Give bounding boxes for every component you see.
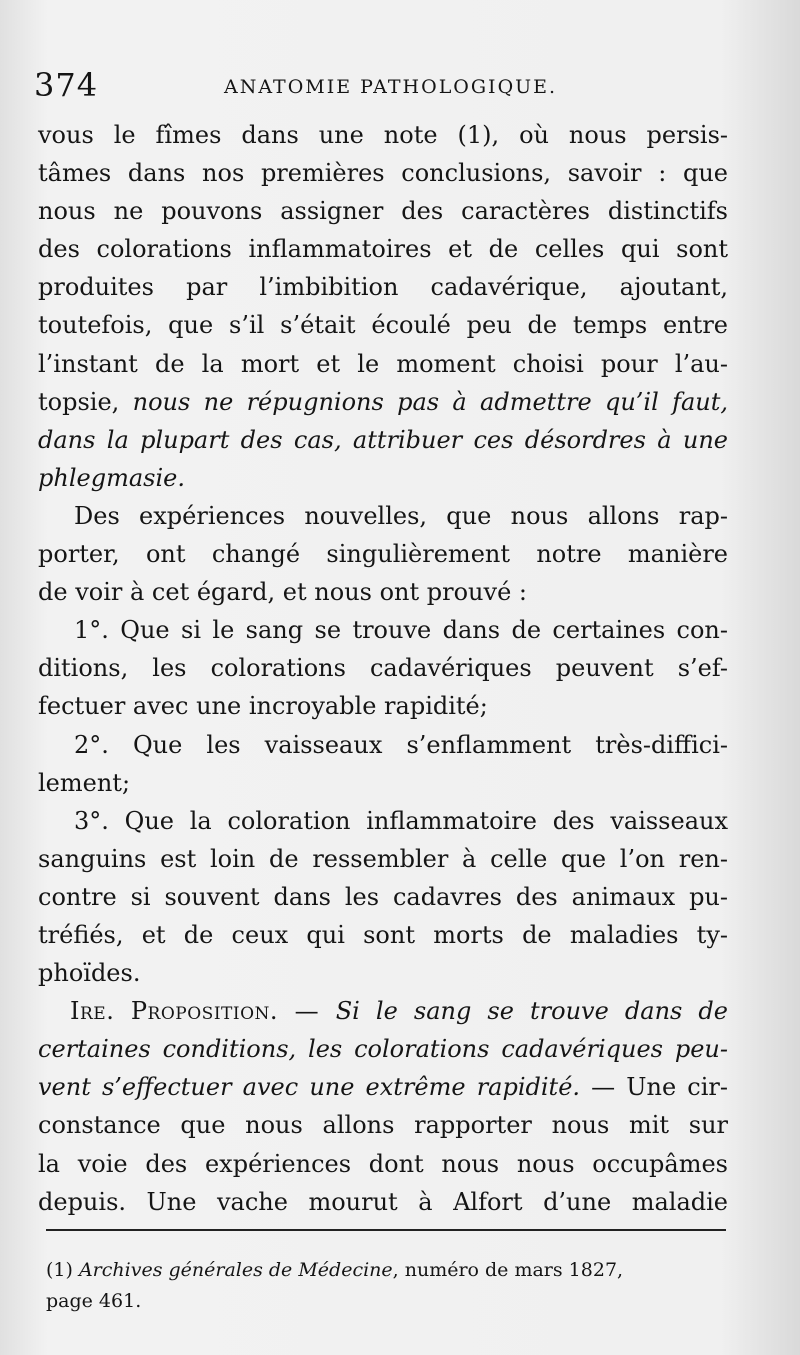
footnote-source: Archives générales de Médecine: [78, 1259, 393, 1281]
text-line: [38, 1068, 728, 1106]
running-head: ANATOMIE PATHOLOGIQUE.: [224, 76, 558, 98]
text-segment: topsie,: [38, 387, 133, 416]
text-line: toutefois, que s’il s’était écoulé peu de temps entre: [38, 311, 728, 340]
text-segment: — Une cir-: [580, 1073, 728, 1102]
text-line: constance que nous allons rapporter nous mit sur: [38, 1111, 728, 1140]
text-line: vous le fîmes dans une note (1), où nous persis-: [38, 121, 728, 149]
footnote-marker: (1): [46, 1259, 79, 1281]
text-line: la voie des expériences dont nous nous occupâmes: [38, 1149, 728, 1178]
body-text: [38, 116, 728, 1221]
footnote-line: page 461.: [46, 1290, 142, 1312]
footnote-divider: [46, 1229, 726, 1231]
text-line: l’instant de la mort et le moment choisi pour l’au-: [38, 349, 728, 378]
text-line: nous ne pouvons assigner des caractères distinctifs: [38, 197, 728, 226]
text-line: produites par l’imbibition cadavérique, ajoutant,: [38, 273, 728, 302]
text-line: des colorations inflammatoires et de celles qui sont: [38, 235, 728, 264]
italic-segment: Si le sang se trouve dans de: [335, 997, 728, 1026]
text-line: lement;: [38, 768, 131, 797]
text-line: certaines conditions, les colorations cadavériques peu-: [38, 1035, 728, 1064]
text-line: phoïdes.: [38, 959, 141, 988]
footnote: [46, 1255, 726, 1317]
list-item-1: 1°. Que si le sang se trouve dans de certaines con-: [74, 616, 728, 645]
proposition-heading: [38, 992, 728, 1030]
page-number: 374: [34, 66, 99, 104]
text-line: contre si souvent dans les cadavres des animaux pu-: [38, 882, 728, 911]
text-line: dans la plupart des cas, attribuer ces désordres à une: [38, 425, 728, 454]
proposition-label: Ire. Proposition. —: [70, 997, 336, 1026]
footnote-line: [46, 1255, 726, 1286]
page-header: [34, 66, 734, 106]
paragraph-start: Des expériences nouvelles, que nous allons rap-: [74, 501, 728, 530]
text-line: tâmes dans nos premières conclusions, savoir : que: [38, 159, 728, 188]
text-line: fectuer avec une incroyable rapidité;: [38, 692, 488, 721]
text-line: porter, ont changé singulièrement notre manière: [38, 540, 728, 569]
text-line: de voir à cet égard, et nous ont prouvé :: [38, 578, 527, 607]
list-item-3: 3°. Que la coloration inflammatoire des vaisseaux: [74, 806, 728, 835]
text-line: sanguins est loin de ressembler à celle que l’on ren-: [38, 844, 728, 873]
text-line: tréfiés, et de ceux qui sont morts de maladies ty-: [38, 920, 728, 949]
text-line: [38, 383, 728, 421]
footnote-text: , numéro de mars 1827,: [392, 1259, 624, 1281]
text-line: depuis. Une vache mourut à Alfort d’une maladie: [38, 1187, 728, 1216]
text-line: ditions, les colorations cadavériques peuvent s’ef-: [38, 654, 728, 683]
list-item-2: 2°. Que les vaisseaux s’enflamment très-diffici-: [74, 730, 728, 759]
italic-segment: nous ne répugnions pas à admettre qu’il faut,: [132, 387, 728, 416]
italic-segment: vent s’effectuer avec une extrême rapidité.: [38, 1073, 581, 1102]
text-line: phlegmasie.: [38, 463, 185, 492]
